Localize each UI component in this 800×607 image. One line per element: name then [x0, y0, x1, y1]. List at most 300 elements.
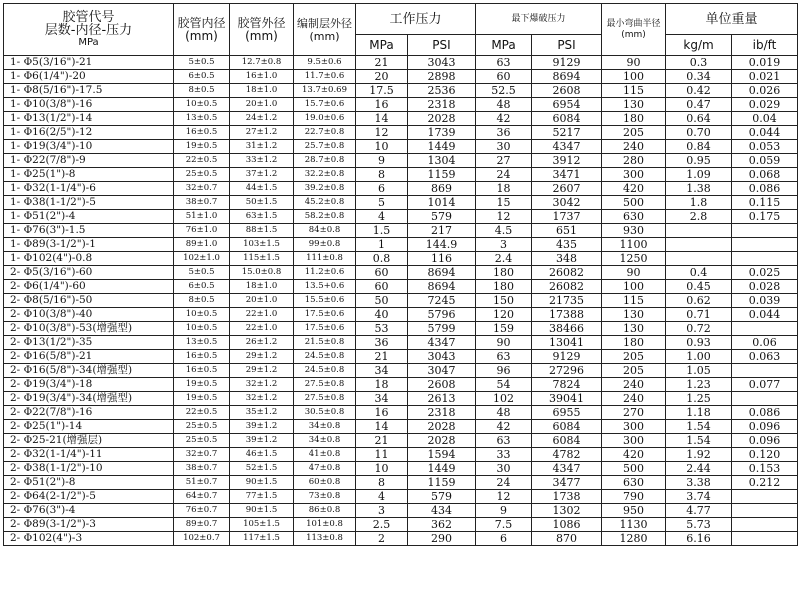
- table-row: [4, 154, 798, 168]
- weight-kgm-cell: 3.38: [666, 476, 732, 490]
- working-pressure-header: 工作压力: [356, 4, 476, 35]
- outer-diameter-cell: 39±1.2: [230, 420, 294, 434]
- table-row: [4, 182, 798, 196]
- working-psi-cell: 5799: [408, 322, 476, 336]
- table-row: [4, 308, 798, 322]
- model-cell: 1- Φ89(3-1/2")-1: [4, 238, 174, 252]
- weight-kgm-cell: 1.25: [666, 392, 732, 406]
- working-mpa-cell: 34: [356, 364, 408, 378]
- bend-radius-cell: 205: [602, 350, 666, 364]
- weight-kgm-cell: 0.34: [666, 70, 732, 84]
- table-row: [4, 462, 798, 476]
- outer-diameter-cell: 18±1.0: [230, 84, 294, 98]
- model-cell: 2- Φ64(2-1/2")-5: [4, 490, 174, 504]
- weight-kgm-cell: 1.54: [666, 420, 732, 434]
- braid-diameter-cell: 11.7±0.6: [294, 70, 356, 84]
- weight-kgm-cell: 1.38: [666, 182, 732, 196]
- weight-kgm-cell: 0.72: [666, 322, 732, 336]
- model-cell: 1- Φ19(3/4")-10: [4, 140, 174, 154]
- weight-kgm-cell: 2.8: [666, 210, 732, 224]
- working-psi-cell: 2608: [408, 378, 476, 392]
- bend-radius-cell: 420: [602, 448, 666, 462]
- braid-diameter-cell: 17.5±0.6: [294, 322, 356, 336]
- model-cell: 2- Φ38(1-1/2")-10: [4, 462, 174, 476]
- outer-diameter-header: [230, 4, 294, 56]
- burst-psi-cell: 8694: [532, 70, 602, 84]
- inner-diameter-label: 胶管内径: [177, 15, 226, 30]
- bend-radius-cell: 100: [602, 70, 666, 84]
- burst-psi-cell: 1738: [532, 490, 602, 504]
- inner-diameter-cell: 38±0.7: [174, 462, 230, 476]
- table-row: [4, 518, 798, 532]
- outer-diameter-cell: 117±1.5: [230, 532, 294, 546]
- braid-diameter-cell: 111±0.8: [294, 252, 356, 266]
- outer-diameter-cell: 32±1.2: [230, 378, 294, 392]
- burst-mpa-cell: 30: [476, 462, 532, 476]
- outer-diameter-cell: 20±1.0: [230, 294, 294, 308]
- weight-kgm-cell: 0.95: [666, 154, 732, 168]
- weight-lbft-cell: 0.175: [732, 210, 798, 224]
- burst-mpa-cell: 159: [476, 322, 532, 336]
- weight-kgm-cell: 2.44: [666, 462, 732, 476]
- table-row: [4, 140, 798, 154]
- outer-diameter-cell: 22±1.0: [230, 308, 294, 322]
- burst-mpa-cell: 52.5: [476, 84, 532, 98]
- inner-diameter-cell: 32±0.7: [174, 448, 230, 462]
- model-cell: 2- Φ25(1")-14: [4, 420, 174, 434]
- inner-diameter-cell: 89±0.7: [174, 518, 230, 532]
- inner-diameter-cell: 5±0.5: [174, 266, 230, 280]
- burst-psi-cell: 6084: [532, 112, 602, 126]
- braid-diameter-cell: 9.5±0.6: [294, 56, 356, 70]
- bend-radius-cell: 280: [602, 154, 666, 168]
- outer-diameter-cell: 33±1.2: [230, 154, 294, 168]
- model-header-line2: 层数-内径-压力: [44, 23, 133, 38]
- outer-diameter-cell: 46±1.5: [230, 448, 294, 462]
- working-mpa-cell: 10: [356, 140, 408, 154]
- table-row: [4, 252, 798, 266]
- braid-diameter-cell: 60±0.8: [294, 476, 356, 490]
- inner-diameter-cell: 10±0.5: [174, 308, 230, 322]
- weight-lbft-cell: 0.063: [732, 350, 798, 364]
- working-psi-cell: 1159: [408, 168, 476, 182]
- table-row: [4, 224, 798, 238]
- burst-psi-cell: 870: [532, 532, 602, 546]
- weight-kgm-cell: [666, 224, 732, 238]
- braid-diameter-cell: 25.7±0.8: [294, 140, 356, 154]
- inner-diameter-cell: 51±1.0: [174, 210, 230, 224]
- braid-diameter-cell: 27.5±0.8: [294, 392, 356, 406]
- burst-psi-cell: 1737: [532, 210, 602, 224]
- table-row: [4, 490, 798, 504]
- working-mpa-cell: 5: [356, 196, 408, 210]
- weight-lbft-cell: [732, 364, 798, 378]
- burst-mpa-cell: 102: [476, 392, 532, 406]
- inner-diameter-cell: 10±0.5: [174, 98, 230, 112]
- working-psi-cell: 2318: [408, 98, 476, 112]
- weight-kgm-cell: 1.18: [666, 406, 732, 420]
- weight-lbft-cell: 0.029: [732, 98, 798, 112]
- bend-radius-cell: 630: [602, 210, 666, 224]
- inner-diameter-cell: 19±0.5: [174, 378, 230, 392]
- burst-psi-cell: 348: [532, 252, 602, 266]
- braid-diameter-cell: 39.2±0.8: [294, 182, 356, 196]
- weight-lbft-cell: 0.068: [732, 168, 798, 182]
- unit-weight-header: 单位重量: [666, 4, 798, 35]
- working-mpa-header: MPa: [356, 35, 408, 56]
- working-mpa-cell: 11: [356, 448, 408, 462]
- burst-mpa-cell: 6: [476, 532, 532, 546]
- inner-diameter-cell: 5±0.5: [174, 56, 230, 70]
- weight-lbft-cell: [732, 252, 798, 266]
- bend-radius-cell: 500: [602, 462, 666, 476]
- burst-psi-cell: 13041: [532, 336, 602, 350]
- inner-diameter-cell: 51±0.7: [174, 476, 230, 490]
- bend-radius-cell: 1100: [602, 238, 666, 252]
- outer-diameter-cell: 22±1.0: [230, 322, 294, 336]
- working-mpa-cell: 9: [356, 154, 408, 168]
- burst-psi-cell: 9129: [532, 350, 602, 364]
- burst-mpa-cell: 24: [476, 168, 532, 182]
- working-mpa-cell: 60: [356, 266, 408, 280]
- bend-radius-cell: 240: [602, 378, 666, 392]
- model-cell: 2- Φ32(1-1/4")-11: [4, 448, 174, 462]
- braid-diameter-cell: 21.5±0.8: [294, 336, 356, 350]
- outer-diameter-cell: 29±1.2: [230, 364, 294, 378]
- inner-diameter-cell: 64±0.7: [174, 490, 230, 504]
- weight-kgm-cell: 4.77: [666, 504, 732, 518]
- braid-diameter-cell: 86±0.8: [294, 504, 356, 518]
- working-mpa-cell: 10: [356, 462, 408, 476]
- braid-diameter-cell: 17.5±0.6: [294, 308, 356, 322]
- burst-mpa-cell: 3: [476, 238, 532, 252]
- weight-lbft-cell: 0.096: [732, 434, 798, 448]
- outer-diameter-cell: 90±1.5: [230, 504, 294, 518]
- bend-radius-cell: 790: [602, 490, 666, 504]
- weight-lbft-cell: 0.115: [732, 196, 798, 210]
- working-psi-cell: 1014: [408, 196, 476, 210]
- burst-psi-cell: 6954: [532, 98, 602, 112]
- braid-diameter-cell: 30.5±0.8: [294, 406, 356, 420]
- inner-diameter-cell: 10±0.5: [174, 322, 230, 336]
- burst-mpa-cell: 48: [476, 98, 532, 112]
- burst-mpa-cell: 27: [476, 154, 532, 168]
- bend-radius-label: 最小弯曲半径: [606, 18, 661, 29]
- weight-kgm-cell: 0.42: [666, 84, 732, 98]
- working-psi-cell: 8694: [408, 266, 476, 280]
- bend-radius-cell: 90: [602, 266, 666, 280]
- table-row: [4, 196, 798, 210]
- table-row: [4, 280, 798, 294]
- model-cell: 2- Φ8(5/16")-50: [4, 294, 174, 308]
- braid-diameter-cell: 27.5±0.8: [294, 378, 356, 392]
- braid-diameter-cell: 13.5+0.6: [294, 280, 356, 294]
- bend-radius-unit: (mm): [621, 29, 646, 40]
- table-row: [4, 476, 798, 490]
- working-psi-cell: 217: [408, 224, 476, 238]
- burst-psi-cell: 38466: [532, 322, 602, 336]
- burst-mpa-cell: 30: [476, 140, 532, 154]
- weight-kgm-cell: 1.09: [666, 168, 732, 182]
- burst-psi-cell: 26082: [532, 280, 602, 294]
- outer-diameter-cell: 15.0±0.8: [230, 266, 294, 280]
- inner-diameter-cell: 8±0.5: [174, 84, 230, 98]
- outer-diameter-cell: 16±1.0: [230, 70, 294, 84]
- inner-diameter-cell: 13±0.5: [174, 112, 230, 126]
- weight-lbft-cell: 0.212: [732, 476, 798, 490]
- bend-radius-cell: 240: [602, 140, 666, 154]
- burst-psi-header: PSI: [532, 35, 602, 56]
- table-row: [4, 336, 798, 350]
- weight-kgm-cell: 1.92: [666, 448, 732, 462]
- table-row: [4, 378, 798, 392]
- braid-diameter-cell: 84±0.8: [294, 224, 356, 238]
- working-mpa-cell: 8: [356, 168, 408, 182]
- bend-radius-header: [602, 4, 666, 56]
- burst-mpa-cell: 24: [476, 476, 532, 490]
- outer-diameter-cell: 115±1.5: [230, 252, 294, 266]
- working-psi-cell: 8694: [408, 280, 476, 294]
- bend-radius-cell: 270: [602, 406, 666, 420]
- model-cell: 1- Φ51(2")-4: [4, 210, 174, 224]
- burst-psi-cell: 26082: [532, 266, 602, 280]
- working-psi-cell: 3043: [408, 56, 476, 70]
- weight-kgm-cell: 1.54: [666, 434, 732, 448]
- burst-psi-cell: 21735: [532, 294, 602, 308]
- inner-diameter-cell: 16±0.5: [174, 350, 230, 364]
- braid-diameter-cell: 11.2±0.6: [294, 266, 356, 280]
- table-row: [4, 112, 798, 126]
- weight-lbft-cell: 0.021: [732, 70, 798, 84]
- weight-lbft-cell: [732, 322, 798, 336]
- bend-radius-cell: 115: [602, 294, 666, 308]
- model-cell: 2- Φ5(3/16")-60: [4, 266, 174, 280]
- burst-mpa-cell: 180: [476, 266, 532, 280]
- burst-mpa-cell: 54: [476, 378, 532, 392]
- working-mpa-cell: 50: [356, 294, 408, 308]
- weight-lbft-cell: [732, 532, 798, 546]
- outer-diameter-cell: 103±1.5: [230, 238, 294, 252]
- inner-diameter-cell: 6±0.5: [174, 280, 230, 294]
- working-psi-cell: 869: [408, 182, 476, 196]
- braid-diameter-cell: 19.0±0.6: [294, 112, 356, 126]
- working-mpa-cell: 3: [356, 504, 408, 518]
- outer-diameter-cell: 12.7±0.8: [230, 56, 294, 70]
- weight-kgm-cell: 0.47: [666, 98, 732, 112]
- inner-diameter-cell: 76±1.0: [174, 224, 230, 238]
- braid-diameter-header: [294, 4, 356, 56]
- weight-kgm-cell: 5.73: [666, 518, 732, 532]
- outer-diameter-cell: 88±1.5: [230, 224, 294, 238]
- working-mpa-cell: 21: [356, 350, 408, 364]
- working-mpa-cell: 8: [356, 476, 408, 490]
- bend-radius-cell: 180: [602, 112, 666, 126]
- burst-mpa-cell: 63: [476, 434, 532, 448]
- burst-psi-cell: 2607: [532, 182, 602, 196]
- burst-psi-cell: 6955: [532, 406, 602, 420]
- weight-kgm-cell: 1.00: [666, 350, 732, 364]
- burst-mpa-cell: 42: [476, 112, 532, 126]
- burst-mpa-cell: 63: [476, 350, 532, 364]
- working-psi-cell: 2536: [408, 84, 476, 98]
- weight-lbft-cell: [732, 504, 798, 518]
- burst-psi-cell: 1302: [532, 504, 602, 518]
- burst-mpa-cell: 9: [476, 504, 532, 518]
- braid-diameter-cell: 34±0.8: [294, 420, 356, 434]
- burst-psi-cell: 435: [532, 238, 602, 252]
- braid-diameter-cell: 45.2±0.8: [294, 196, 356, 210]
- burst-mpa-cell: 36: [476, 126, 532, 140]
- outer-diameter-cell: 24±1.2: [230, 112, 294, 126]
- working-mpa-cell: 6: [356, 182, 408, 196]
- weight-lbft-cell: 0.028: [732, 280, 798, 294]
- burst-psi-cell: 6084: [532, 434, 602, 448]
- model-cell: 1- Φ8(5/16")-17.5: [4, 84, 174, 98]
- working-mpa-cell: 4: [356, 210, 408, 224]
- braid-diameter-cell: 73±0.8: [294, 490, 356, 504]
- inner-diameter-cell: 22±0.5: [174, 406, 230, 420]
- weight-lbft-header: ib/ft: [732, 35, 798, 56]
- model-header: [4, 4, 174, 56]
- weight-lbft-cell: 0.059: [732, 154, 798, 168]
- bend-radius-cell: 500: [602, 196, 666, 210]
- outer-diameter-cell: 77±1.5: [230, 490, 294, 504]
- model-cell: 1- Φ10(3/8")-16: [4, 98, 174, 112]
- working-psi-cell: 1449: [408, 462, 476, 476]
- inner-diameter-cell: 16±0.5: [174, 126, 230, 140]
- table-row: [4, 420, 798, 434]
- outer-diameter-cell: 90±1.5: [230, 476, 294, 490]
- working-psi-cell: 2898: [408, 70, 476, 84]
- table-row: [4, 294, 798, 308]
- working-psi-cell: 290: [408, 532, 476, 546]
- burst-psi-cell: 39041: [532, 392, 602, 406]
- working-psi-cell: 3043: [408, 350, 476, 364]
- burst-psi-cell: 3042: [532, 196, 602, 210]
- model-cell: 2- Φ16(5/8")-34(增强型): [4, 364, 174, 378]
- working-psi-header: PSI: [408, 35, 476, 56]
- working-psi-cell: 362: [408, 518, 476, 532]
- weight-kgm-cell: 0.62: [666, 294, 732, 308]
- working-mpa-cell: 2: [356, 532, 408, 546]
- working-psi-cell: 579: [408, 210, 476, 224]
- model-cell: 2- Φ51(2")-8: [4, 476, 174, 490]
- working-psi-cell: 579: [408, 490, 476, 504]
- bend-radius-cell: 300: [602, 168, 666, 182]
- model-cell: 1- Φ13(1/2")-14: [4, 112, 174, 126]
- braid-diameter-unit: (mm): [309, 29, 340, 43]
- weight-lbft-cell: 0.153: [732, 462, 798, 476]
- working-mpa-cell: 1: [356, 238, 408, 252]
- working-psi-cell: 1449: [408, 140, 476, 154]
- burst-mpa-cell: 12: [476, 210, 532, 224]
- burst-pressure-header: 最下爆破压力: [476, 4, 602, 35]
- working-mpa-cell: 17.5: [356, 84, 408, 98]
- braid-diameter-cell: 32.2±0.8: [294, 168, 356, 182]
- burst-psi-cell: 3471: [532, 168, 602, 182]
- burst-mpa-cell: 42: [476, 420, 532, 434]
- burst-psi-cell: 27296: [532, 364, 602, 378]
- model-cell: 1- Φ22(7/8")-9: [4, 154, 174, 168]
- inner-diameter-cell: 8±0.5: [174, 294, 230, 308]
- bend-radius-cell: 130: [602, 322, 666, 336]
- working-mpa-cell: 34: [356, 392, 408, 406]
- burst-psi-cell: 651: [532, 224, 602, 238]
- weight-lbft-cell: 0.039: [732, 294, 798, 308]
- working-mpa-cell: 53: [356, 322, 408, 336]
- braid-diameter-cell: 22.7±0.8: [294, 126, 356, 140]
- burst-psi-cell: 4782: [532, 448, 602, 462]
- working-psi-cell: 5796: [408, 308, 476, 322]
- bend-radius-cell: 1130: [602, 518, 666, 532]
- braid-diameter-cell: 41±0.8: [294, 448, 356, 462]
- table-row: [4, 532, 798, 546]
- burst-psi-cell: 9129: [532, 56, 602, 70]
- inner-diameter-cell: 19±0.5: [174, 392, 230, 406]
- outer-diameter-cell: 27±1.2: [230, 126, 294, 140]
- working-psi-cell: 144.9: [408, 238, 476, 252]
- weight-lbft-cell: [732, 392, 798, 406]
- working-mpa-cell: 16: [356, 406, 408, 420]
- model-cell: 1- Φ6(1/4")-20: [4, 70, 174, 84]
- weight-kgm-cell: 0.93: [666, 336, 732, 350]
- outer-diameter-cell: 39±1.2: [230, 434, 294, 448]
- outer-diameter-cell: 52±1.5: [230, 462, 294, 476]
- table-row: [4, 168, 798, 182]
- burst-mpa-cell: 180: [476, 280, 532, 294]
- working-psi-cell: 116: [408, 252, 476, 266]
- table-row: [4, 126, 798, 140]
- burst-psi-cell: 7824: [532, 378, 602, 392]
- model-cell: 2- Φ10(3/8")-40: [4, 308, 174, 322]
- model-cell: 2- Φ16(5/8")-21: [4, 350, 174, 364]
- weight-lbft-cell: 0.086: [732, 182, 798, 196]
- model-cell: 2- Φ6(1/4")-60: [4, 280, 174, 294]
- weight-kgm-cell: 0.3: [666, 56, 732, 70]
- working-psi-cell: 1159: [408, 476, 476, 490]
- burst-psi-cell: 4347: [532, 462, 602, 476]
- working-mpa-cell: 4: [356, 490, 408, 504]
- outer-diameter-cell: 50±1.5: [230, 196, 294, 210]
- table-row: [4, 350, 798, 364]
- working-mpa-cell: 21: [356, 434, 408, 448]
- bend-radius-cell: 180: [602, 336, 666, 350]
- weight-kgm-cell: 1.23: [666, 378, 732, 392]
- model-cell: 2- Φ25-21(增强层): [4, 434, 174, 448]
- braid-diameter-cell: 24.5±0.8: [294, 364, 356, 378]
- bend-radius-cell: 930: [602, 224, 666, 238]
- burst-mpa-cell: 12: [476, 490, 532, 504]
- weight-kgm-cell: 0.4: [666, 266, 732, 280]
- braid-diameter-cell: 47±0.8: [294, 462, 356, 476]
- table-header: [4, 4, 798, 56]
- braid-diameter-cell: 24.5±0.8: [294, 350, 356, 364]
- working-mpa-cell: 21: [356, 56, 408, 70]
- braid-diameter-label: 编制层外径: [297, 16, 352, 30]
- inner-diameter-cell: 25±0.5: [174, 168, 230, 182]
- model-cell: 1- Φ76(3")-1.5: [4, 224, 174, 238]
- outer-diameter-cell: 20±1.0: [230, 98, 294, 112]
- burst-mpa-cell: 2.4: [476, 252, 532, 266]
- braid-diameter-cell: 34±0.8: [294, 434, 356, 448]
- weight-lbft-cell: 0.04: [732, 112, 798, 126]
- outer-diameter-cell: 37±1.2: [230, 168, 294, 182]
- weight-lbft-cell: 0.06: [732, 336, 798, 350]
- weight-kgm-cell: 0.45: [666, 280, 732, 294]
- inner-diameter-cell: 102±0.7: [174, 532, 230, 546]
- working-psi-cell: 2613: [408, 392, 476, 406]
- table-body: [4, 56, 798, 546]
